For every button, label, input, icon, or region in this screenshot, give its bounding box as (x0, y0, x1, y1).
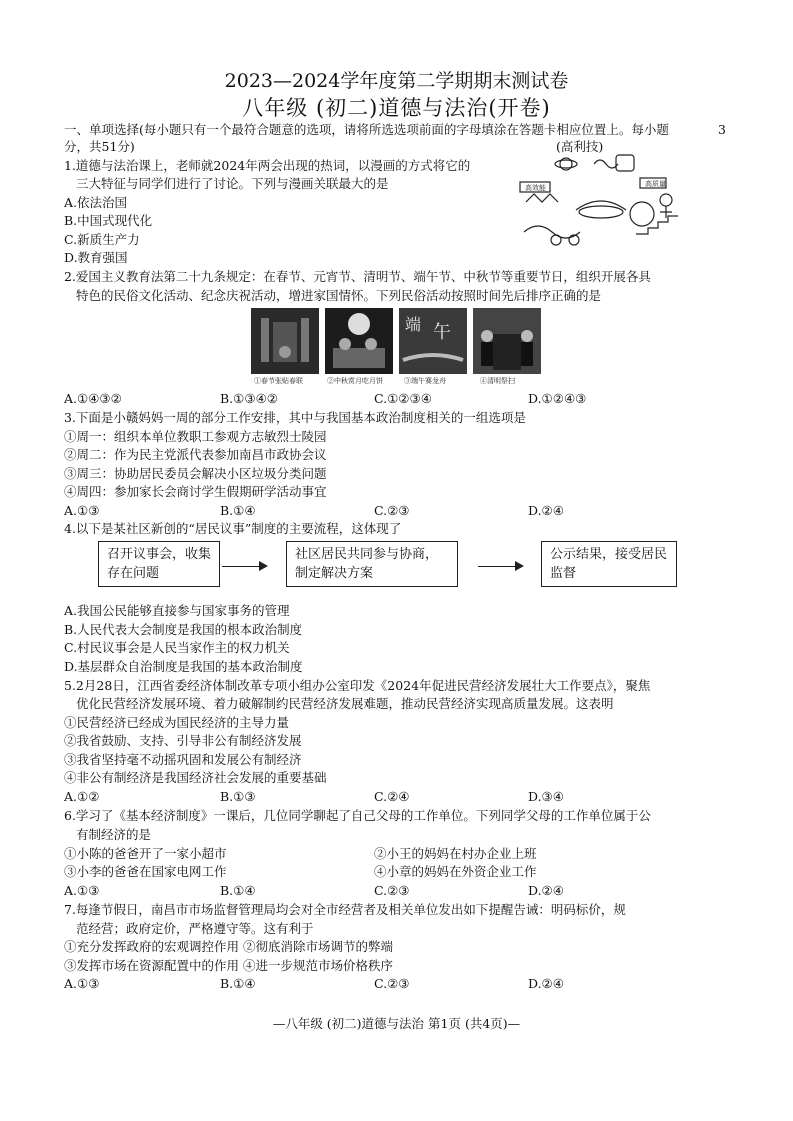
q3-option-d: D.②④ (528, 503, 564, 518)
q2-option-a: A.①④③② (64, 391, 122, 406)
q2-caption-3: ③端午赛龙舟 (404, 377, 446, 385)
q2-option-b: B.①③④② (220, 391, 278, 406)
q7-option-b: B.①④ (220, 976, 256, 991)
page-footer: —八年级 (初二)道德与法治 第1页 (共4页)— (272, 1016, 521, 1031)
q6-stem-line2: 有制经济的是 (76, 827, 152, 842)
q6-item-4: ④小章的妈妈在外资企业工作 (374, 864, 537, 879)
q3-item-1: ①周一：组织本单位教职工参观方志敏烈士陵园 (64, 429, 327, 444)
q7-stem-line1: 7.每逢节假日，南昌市市场监督管理局均会对全市经营者及相关单位发出如下提醒告诫：明码标价，规 (64, 902, 626, 917)
q4-option-c: C.村民议事会是人民当家作主的权力机关 (64, 640, 290, 655)
q6-item-3: ③小李的爸爸在国家电网工作 (64, 864, 227, 879)
q6-stem-line1: 6.学习了《基本经济制度》一课后，几位同学聊起了自己父母的工作单位。下列同学父母的工作单位属于公 (64, 808, 651, 823)
q4-flow-arrow-2 (478, 566, 522, 567)
q4-flow-step-3: 公示结果，接受居民监督 (541, 541, 677, 587)
q1-option-d: D.教育强国 (64, 250, 128, 265)
exam-title: 2023—2024学年度第二学期期末测试卷 (224, 70, 569, 92)
q4-flow-step-1: 召开议事会，收集存在问题 (98, 541, 220, 587)
q1-comic-label-efficiency: 高效能 (525, 184, 546, 192)
q5-item-4: ④非公有制经济是我国经济社会发展的重要基础 (64, 770, 327, 785)
q2-option-c: C.①②③④ (374, 391, 432, 406)
q3-item-3: ③周三：协助居民委员会解决小区垃圾分类问题 (64, 466, 327, 481)
q7-items-line2: ③发挥市场在资源配置中的作用 ④进一步规范市场价格秩序 (64, 958, 393, 973)
q1-comic-illustration (516, 152, 696, 252)
q1-option-a: A.依法治国 (64, 195, 128, 210)
q2-caption-4: ④清明祭扫 (480, 377, 515, 385)
q3-option-b: B.①④ (220, 503, 256, 518)
q5-item-2: ②我省鼓励、支持、引导非公有制经济发展 (64, 733, 302, 748)
q5-option-b: B.①③ (220, 789, 256, 804)
q6-option-b: B.①④ (220, 883, 256, 898)
q5-option-c: C.②④ (374, 789, 410, 804)
q1-stem-line1: 1.道德与法治课上，老师就2024年两会出现的热词，以漫画的方式将它的 (64, 158, 471, 173)
q7-items-line1: ①充分发挥政府的宏观调控作用 ②彻底消除市场调节的弊端 (64, 939, 393, 954)
q4-stem: 4.以下是某社区新创的“居民议事”制度的主要流程，这体现了 (64, 521, 402, 536)
q1-option-c: C.新质生产力 (64, 232, 140, 247)
q2-caption-1: ①春节张贴春联 (254, 377, 303, 385)
q6-option-c: C.②③ (374, 883, 410, 898)
q2-photo-qingming (473, 308, 541, 374)
q2-caption-2: ②中秋赏月吃月饼 (327, 377, 383, 385)
q5-option-a: A.①② (64, 789, 100, 804)
q4-option-d: D.基层群众自治制度是我国的基本政治制度 (64, 659, 303, 674)
q3-item-2: ②周二：作为民主党派代表参加南昌市政协会议 (64, 447, 327, 462)
svg-text:午: 午 (433, 322, 451, 343)
q2-photo-dragon-boat (399, 308, 467, 374)
exam-subtitle: 八年级 (初二)道德与法治(开卷) (242, 96, 551, 120)
q3-option-a: A.①③ (64, 503, 100, 518)
q1-option-b: B.中国式现代化 (64, 213, 153, 228)
q2-stem-line2: 特色的民俗文化活动、纪念庆祝活动，增进家国情怀。下列民俗活动按照时间先后排序正确的是 (76, 288, 602, 303)
q3-option-c: C.②③ (374, 503, 410, 518)
q5-item-3: ③我省坚持毫不动摇巩固和发展公有制经济 (64, 752, 302, 767)
q5-option-d: D.③④ (528, 789, 564, 804)
q4-flow-step-2: 社区居民共同参与协商，制定解决方案 (286, 541, 458, 587)
q4-option-a: A.我国公民能够直接参与国家事务的管理 (64, 603, 290, 618)
q7-option-c: C.②③ (374, 976, 410, 991)
q3-stem: 3.下面是小赣妈妈一周的部分工作安排，其中与我国基本政治制度相关的一组选项是 (64, 410, 526, 425)
q3-item-4: ④周四：参加家长会商讨学生假期研学活动事宜 (64, 484, 327, 499)
q2-photo-mid-autumn (325, 308, 393, 374)
q7-option-d: D.②④ (528, 976, 564, 991)
q5-stem-line1: 5.2月28日，江西省委经济体制改革专项小组办公室印发《2024年促进民营经济发展壮大工作要点》，聚焦 (64, 678, 651, 693)
q5-stem-line2: 优化民营经济发展环境、着力破解制约民营经济发展难题，推动民营经济实现高质量发展。这表明 (76, 696, 614, 711)
q1-comic-label: (高利技) (556, 139, 604, 154)
section-instruction-tail: 3 (718, 122, 726, 137)
q4-option-b: B.人民代表大会制度是我国的根本政治制度 (64, 622, 303, 637)
q1-comic-label-quality: 高质量 (645, 180, 666, 188)
q2-option-d: D.①②④③ (528, 391, 587, 406)
svg-text:端: 端 (405, 315, 422, 334)
section-instruction-line2: 分，共51分) (64, 139, 135, 154)
q5-item-1: ①民营经济已经成为国民经济的主导力量 (64, 715, 290, 730)
q6-item-2: ②小王的妈妈在村办企业上班 (374, 846, 537, 861)
q7-stem-line2: 范经营；政府定价，严格遵守等。这有利于 (76, 921, 314, 936)
section-instruction-line1: 一、单项选择(每小题只有一个最符合题意的选项，请将所选选项前面的字母填涂在答题卡相应位置上。每小题 (64, 122, 669, 137)
q1-stem-line2: 三大特征与同学们进行了讨论。下列与漫画关联最大的是 (76, 176, 389, 191)
q6-option-d: D.②④ (528, 883, 564, 898)
q4-flow-arrow-1 (222, 566, 266, 567)
q6-option-a: A.①③ (64, 883, 100, 898)
q7-option-a: A.①③ (64, 976, 100, 991)
q6-item-1: ①小陈的爸爸开了一家小超市 (64, 846, 227, 861)
q2-photo-spring-festival (251, 308, 319, 374)
q2-stem-line1: 2.爱国主义教育法第二十九条规定：在春节、元宵节、清明节、端午节、中秋节等重要节日，组织开展各具 (64, 269, 651, 284)
